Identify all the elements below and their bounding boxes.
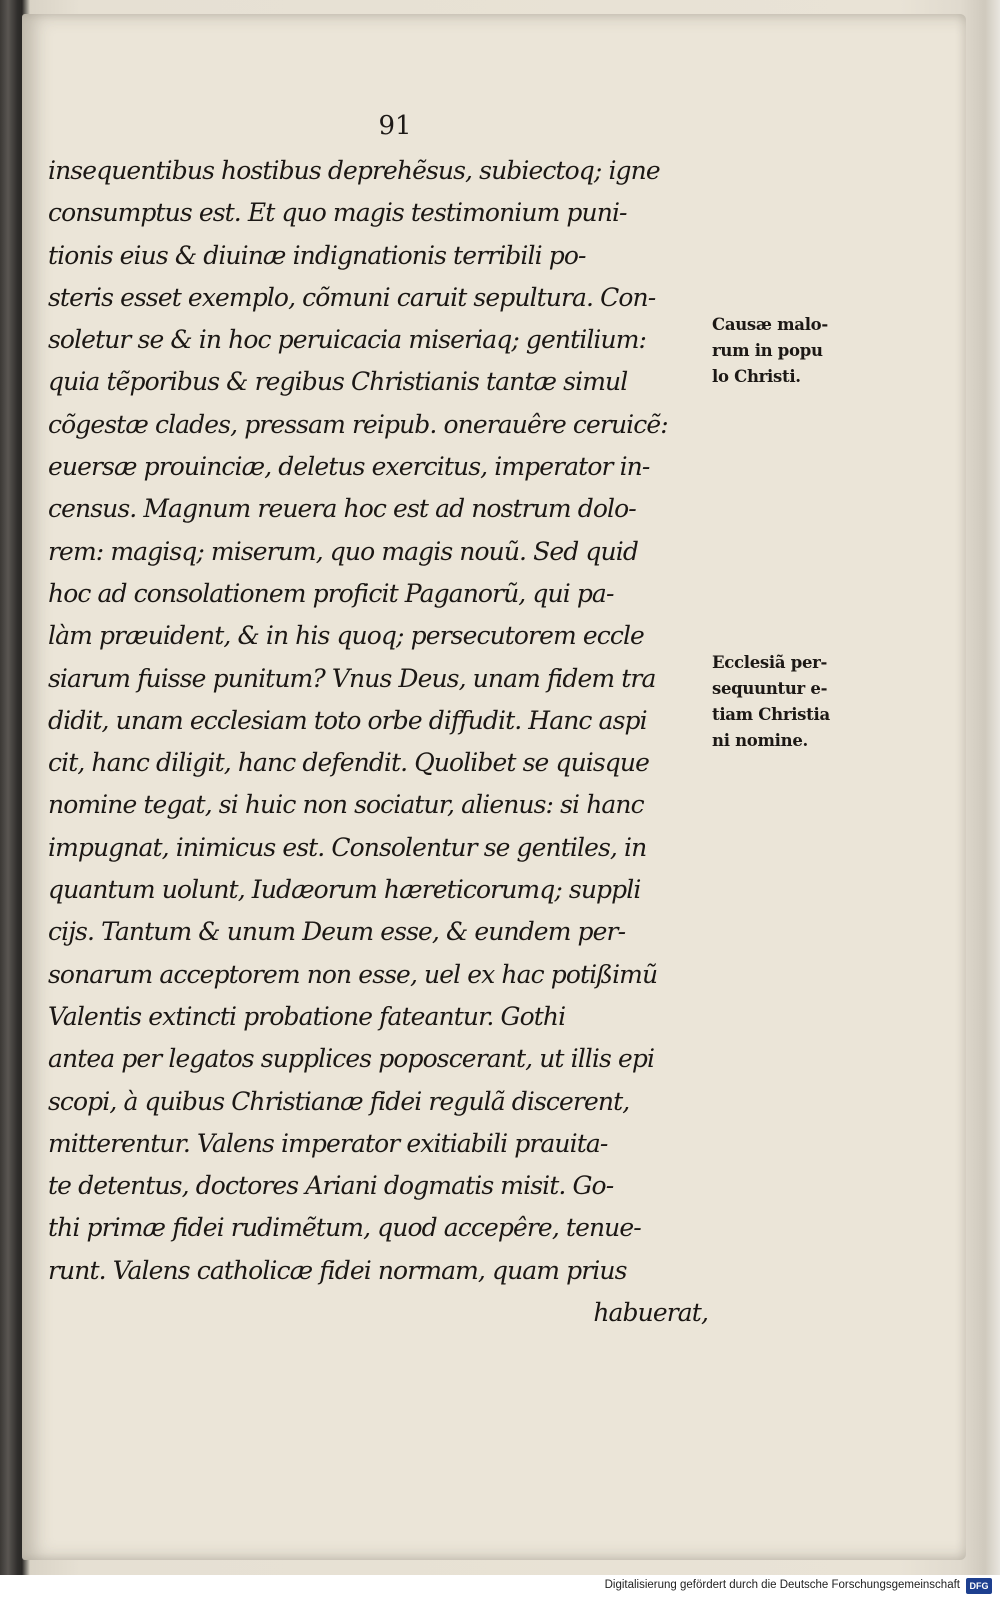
margin-note-line: tiam Christia — [712, 705, 830, 724]
text-line: cit, hanc diligit, hanc defendit. Quolibet se quisque — [48, 748, 649, 778]
text-line: tionis eius & diuinæ indignationis terribili po- — [48, 240, 586, 270]
text-line: cõgestæ clades, pressam reipub. onerauêre ceruicẽ: — [48, 409, 668, 439]
text-line: euersæ prouinciæ, deletus exercitus, imperator in- — [48, 452, 650, 482]
text-line: rem: magisq; miserum, quo magis nouũ. Sed quid — [48, 536, 638, 566]
text-line: Valentis extincti probatione fateantur. Gothi — [48, 1001, 566, 1031]
text-line: quantum uolunt, Iudæorum hæreticorumq; suppli — [48, 875, 641, 905]
text-line: insequentibus hostibus deprehẽsus, subiectoq; igne — [48, 156, 660, 185]
margin-note-line: rum in popu — [712, 341, 823, 360]
text-line: thi primæ fidei rudimẽtum, quod accepêre, tenue- — [48, 1213, 641, 1243]
text-line: hoc ad consolationem proficit Paganorũ, qui pa- — [48, 578, 614, 608]
margin-note-line: lo Christi. — [712, 367, 801, 386]
footer-bar — [0, 1575, 1000, 1601]
text-line: quia tẽporibus & regibus Christianis tantæ simul — [48, 367, 628, 397]
text-line: te detentus, doctores Ariani dogmatis misit. Go- — [48, 1171, 614, 1201]
text-line: census. Magnum reuera hoc est ad nostrum dolo- — [48, 494, 636, 524]
margin-note-line: Causæ malo- — [712, 315, 828, 334]
margin-note-line: sequuntur e- — [712, 679, 828, 698]
text-line: cijs. Tantum & unum Deum esse, & eundem per- — [48, 917, 626, 947]
text-line: steris esset exemplo, cõmuni caruit sepultura. Con- — [48, 282, 656, 312]
text-line: nomine tegat, si huic non sociatur, alienus: si hanc — [48, 790, 644, 820]
text-line: runt. Valens catholicæ fidei normam, quam prius — [48, 1255, 627, 1285]
text-line: antea per legatos supplices poposcerant, ut illis epi — [48, 1044, 655, 1074]
main-text-block — [48, 150, 718, 1334]
margin-note-ecclesia — [712, 650, 892, 754]
footer-credit: Digitalisierung gefördert durch die Deutsche Forschungsgemeinschaft — [604, 1579, 960, 1591]
text-line: impugnat, inimicus est. Consolentur se gentiles, in — [48, 832, 647, 862]
text-line: làm præuident, & in his quoq; persecutorem eccle — [48, 621, 644, 651]
margin-note-line: ni nomine. — [712, 731, 808, 750]
text-line: didit, unam ecclesiam toto orbe diffudit. Hanc aspi — [48, 705, 647, 735]
margin-note-line: Ecclesiã per- — [712, 653, 828, 672]
text-line: mitterentur. Valens imperator exitiabili prauita- — [48, 1128, 608, 1158]
text-line: soletur se & in hoc peruicacia miseriaq; gentilium: — [48, 325, 647, 355]
page-number: 91 — [378, 111, 412, 141]
dfg-logo-icon: DFG — [966, 1578, 992, 1594]
margin-note-causae — [712, 312, 892, 390]
text-line: sonarum acceptorem non esse, uel ex hac potißimũ — [48, 959, 658, 989]
text-line: scopi, à quibus Christianæ fidei regulã discerent, — [48, 1086, 630, 1116]
text-line: consumptus est. Et quo magis testimonium puni- — [48, 198, 627, 228]
text-line: siarum fuisse punitum? Vnus Deus, unam fidem tra — [48, 663, 656, 693]
catchword: habuerat, — [593, 1298, 708, 1328]
